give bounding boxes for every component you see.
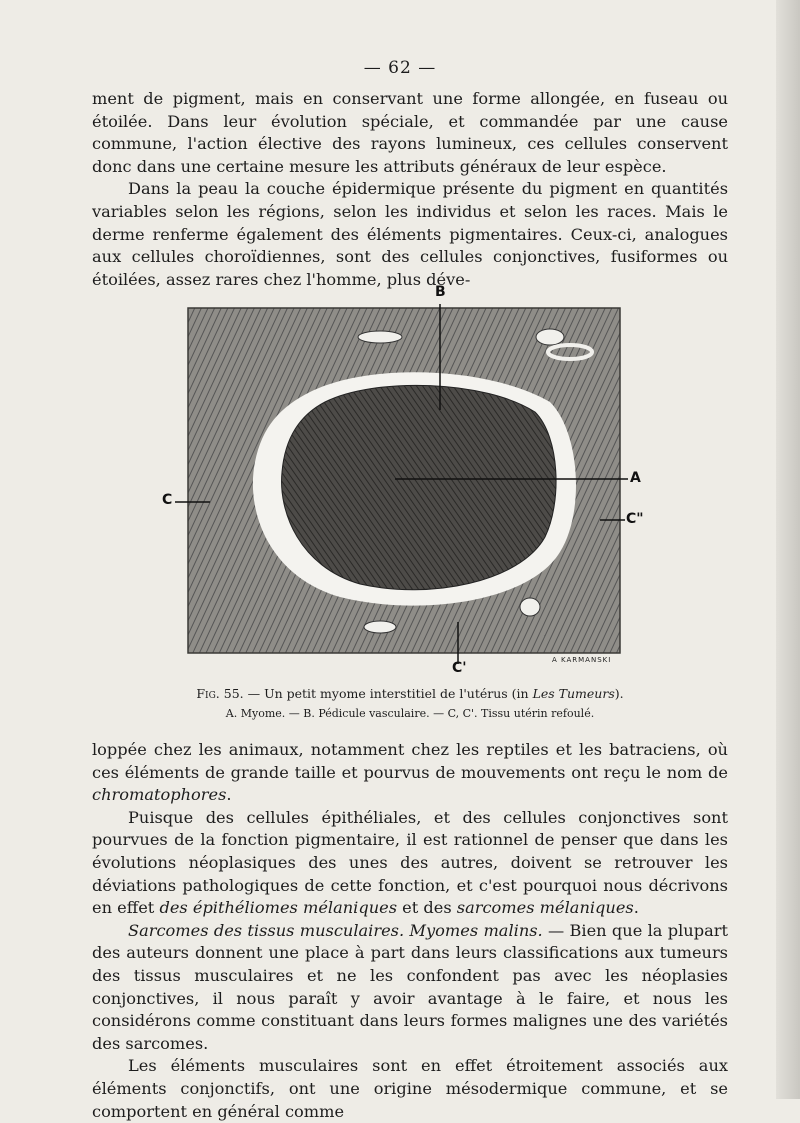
top-text-block bbox=[92, 88, 728, 291]
vessel-4 bbox=[364, 621, 396, 633]
label-a: A bbox=[630, 470, 641, 486]
label-c: C bbox=[162, 492, 173, 508]
myoma-mass bbox=[282, 385, 557, 589]
caption-legend: A. Myome. — B. Pédicule vasculaire. — C, C'. Tissu utérin refoulé. bbox=[225, 707, 595, 720]
figure-myome-illustration bbox=[160, 282, 650, 676]
caption-line-1 bbox=[92, 684, 728, 704]
paragraph-skin-pigment: Dans la peau la couche épidermique présente du pigment en quantités variables selon les régions, selon les individus et selon les races. Mais le derme renferme également des éléments pigmentaires. Ceux-ci, analogues aux cellules choroïdiennes, sont des cellules conjonctives, fusiformes ou étoilées, assez rares chez l'homme, plus déve- bbox=[92, 179, 728, 289]
paragraph-chromatophores bbox=[92, 739, 728, 807]
paragraph-pigment-function bbox=[92, 807, 728, 920]
paragraph-muscular-elements: Les éléments musculaires sont en effet étroitement associés aux éléments conjonctifs, ont une origine mésodermique commune, et se comportent en général comme bbox=[92, 1056, 728, 1121]
p1-emphasis: chromatophores bbox=[92, 785, 227, 805]
p2-emphasis-2: sarcomes mélaniques bbox=[456, 898, 634, 918]
vessel-1 bbox=[358, 331, 402, 343]
vessel-5 bbox=[520, 598, 540, 616]
p2-text-a: Puisque des cellules épithéliales, et des cellules conjonctives sont pourvues de la fonction pigmentaire, il est rationnel de penser que dans les évolutions néoplasiques des unes des autres, doivent se retrouver les déviations pathologiques de cette fonction, et c'est pourquoi nous décrivons en effet bbox=[92, 807, 728, 918]
page-edge-shadow bbox=[776, 0, 800, 1099]
p3-text: — Bien que la plupart des auteurs donnent une place à part dans leurs classifications aux tumeurs des tissus musculaires et ne les confondent pas avec les néoplasies conjonctives, il nous paraît y avoir avantage à le faire, et nous les considérons comme constituant dans leurs formes malignes une des variétés des sarcomes. bbox=[92, 920, 728, 1053]
p1-text-a: loppée chez les animaux, notamment chez les reptiles et les batraciens, où ces éléments de grande taille et pourvus de mouvements ont reçu le nom de bbox=[92, 740, 728, 782]
caption-end: ). bbox=[614, 686, 624, 701]
p2-emphasis-1: des épithéliomes mélaniques bbox=[159, 898, 398, 918]
page-number: — 62 — bbox=[363, 58, 437, 78]
p2-text-b: et des bbox=[397, 898, 457, 918]
label-c-double: C" bbox=[626, 511, 644, 527]
vessel-2 bbox=[536, 329, 564, 345]
caption-text: — Un petit myome interstitiel de l'utérus (in bbox=[243, 686, 533, 701]
bottom-text-block bbox=[92, 739, 728, 1123]
myome-engraving bbox=[160, 282, 650, 672]
label-b: B bbox=[435, 284, 446, 300]
paragraph-muscle-sarcomas bbox=[92, 920, 728, 1056]
figure-caption bbox=[92, 684, 728, 724]
engraver-signature: A KARMANSKI bbox=[552, 656, 612, 664]
p1-text-b: . bbox=[226, 785, 232, 805]
caption-fig-number: Fig. 55. bbox=[196, 686, 244, 701]
p2-text-c: . bbox=[633, 898, 639, 918]
label-c-prime: C' bbox=[452, 660, 467, 676]
caption-source: Les Tumeurs bbox=[532, 686, 615, 701]
p3-heading: Sarcomes des tissus musculaires. Myomes malins. bbox=[128, 920, 543, 940]
paragraph-continuation: ment de pigment, mais en conservant une forme allongée, en fuseau ou étoilée. Dans leur évolution spéciale, et commandée par une cause commune, l'action élective des rayons lumineux, ces cellules conservent donc dans une certaine mesure les attributs généraux de leur espèce. bbox=[92, 89, 728, 176]
